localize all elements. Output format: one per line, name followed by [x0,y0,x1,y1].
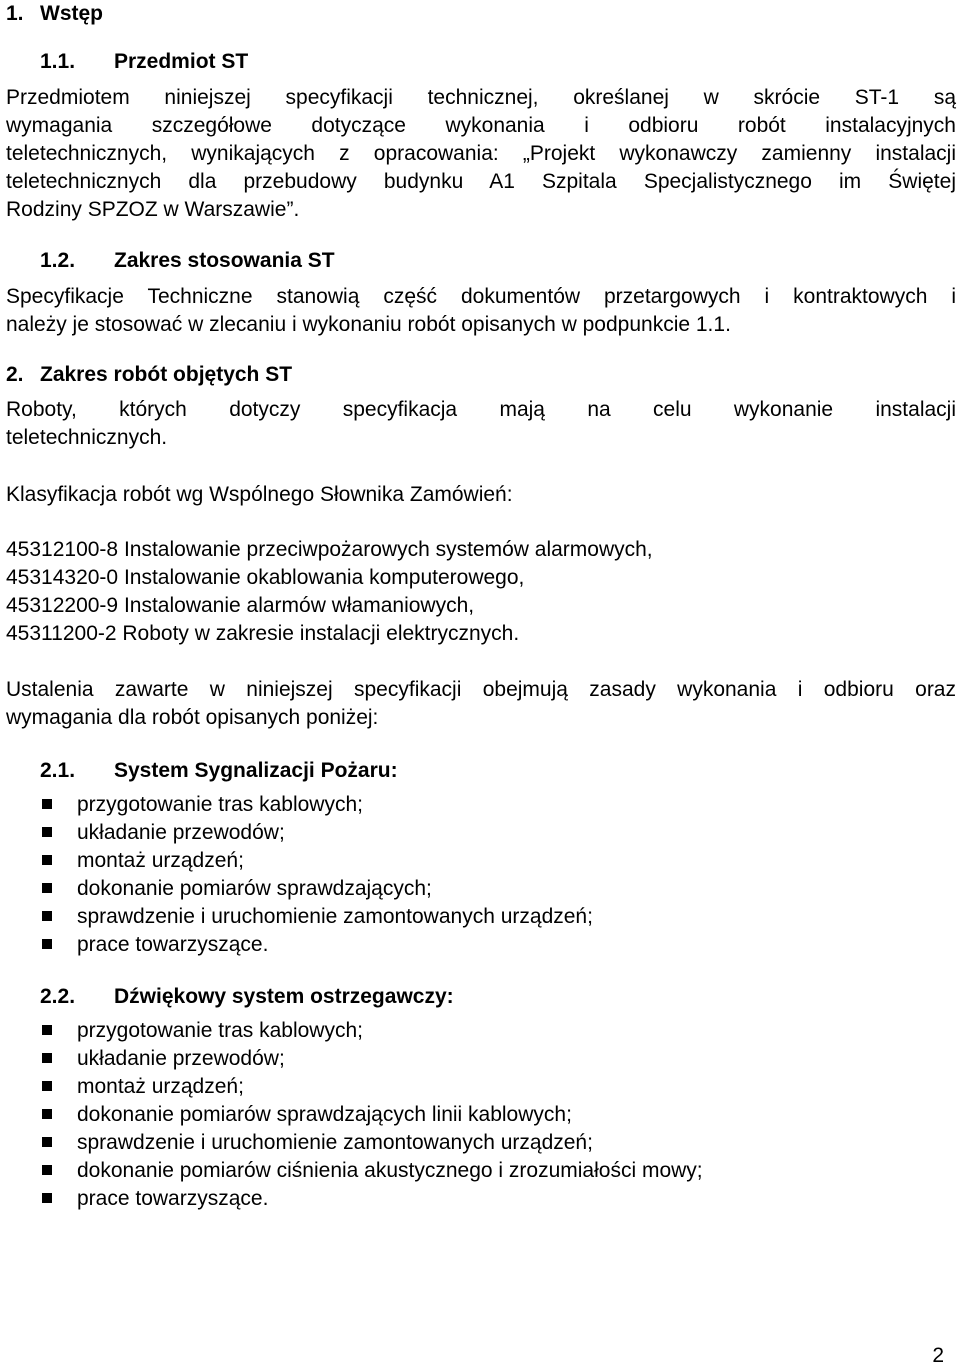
square-bullet-icon [42,883,52,893]
section-title: Wstęp [40,2,103,25]
section-heading-2-2 [40,983,454,1011]
section-number: 1.2. [40,249,76,272]
cpv-code-line: 45314320-0 Instalowanie okablowania komputerowego, [6,566,525,589]
list-item: sprawdzenie i uruchomienie zamontowanych urządzeń; [6,1129,703,1157]
paragraph-line: wymagania szczegółowe dotyczące wykonania i odbioru robót instalacyjnych [6,114,956,137]
list-item: sprawdzenie i uruchomienie zamontowanych urządzeń; [6,903,593,931]
section-title: Dźwiękowy system ostrzegawczy: [114,985,454,1008]
square-bullet-icon [42,1137,52,1147]
paragraph-line: teletechnicznych dla przebudowy budynku A1 Szpitala Specjalistycznego im Świętej [6,170,956,193]
square-bullet-icon [42,855,52,865]
list-item: układanie przewodów; [6,819,593,847]
square-bullet-icon [42,827,52,837]
section-heading-1 [6,0,103,28]
section-heading-1-1 [40,48,248,76]
square-bullet-icon [42,1193,52,1203]
square-bullet-icon [42,1081,52,1091]
list-item: przygotowanie tras kablowych; [6,1017,703,1045]
paragraph-line: Specyfikacje Techniczne stanowią część dokumentów przetargowych i kontraktowych i [6,285,956,308]
square-bullet-icon [42,1025,52,1035]
list-item: dokonanie pomiarów ciśnienia akustycznego i zrozumiałości mowy; [6,1157,703,1185]
list-item: prace towarzyszące. [6,931,593,959]
classification-codes [6,536,956,648]
settlement-paragraph [6,676,956,732]
list-item: montaż urządzeń; [6,847,593,875]
paragraph-line: należy je stosować w zlecaniu i wykonaniu robót opisanych w podpunkcie 1.1. [6,313,731,336]
list-item: układanie przewodów; [6,1045,703,1073]
section-number: 2. [6,363,24,386]
list-item: montaż urządzeń; [6,1073,703,1101]
square-bullet-icon [42,1109,52,1119]
section-number: 2.1. [40,759,76,782]
section-title: Zakres robót objętych ST [40,363,293,386]
section-heading-1-2 [40,247,335,275]
scope-paragraph [6,283,956,339]
section-title: Zakres stosowania ST [114,249,335,272]
list-item: dokonanie pomiarów sprawdzających; [6,875,593,903]
section-number: 2.2. [40,985,76,1008]
square-bullet-icon [42,799,52,809]
cpv-code-line: 45311200-2 Roboty w zakresie instalacji elektrycznych. [6,622,520,645]
paragraph-line: Rodziny SPZOZ w Warszawie”. [6,198,300,221]
square-bullet-icon [42,939,52,949]
square-bullet-icon [42,1053,52,1063]
classification-intro: Klasyfikacja robót wg Wspólnego Słownika Zamówień: [6,483,513,506]
paragraph-line: Przedmiotem niniejszej specyfikacji technicznej, określanej w skrócie ST-1 są [6,86,956,109]
works-paragraph [6,396,956,452]
section-title: Przedmiot ST [114,50,249,73]
intro-paragraph [6,84,956,224]
section-heading-2 [6,361,292,389]
paragraph-line: teletechnicznych, wynikających z opracowania: „Projekt wykonawczy zamienny instalacji [6,142,956,165]
paragraph-line: Roboty, których dotyczy specyfikacja mają na celu wykonanie instalacji [6,398,956,421]
fire-alarm-work-list [6,791,593,959]
voice-alarm-work-list [6,1017,703,1213]
paragraph-line: teletechnicznych. [6,426,168,449]
square-bullet-icon [42,1165,52,1175]
section-number: 1. [6,2,24,25]
list-item: przygotowanie tras kablowych; [6,791,593,819]
paragraph-line: Ustalenia zawarte w niniejszej specyfikacji obejmują zasady wykonania i odbioru oraz [6,678,956,701]
section-title: System Sygnalizacji Pożaru: [114,759,398,782]
list-item: prace towarzyszące. [6,1185,703,1213]
square-bullet-icon [42,911,52,921]
section-number: 1.1. [40,50,76,73]
cpv-code-line: 45312200-9 Instalowanie alarmów włamaniowych, [6,594,475,617]
paragraph-line: wymagania dla robót opisanych poniżej: [6,706,379,729]
page-number: 2 [932,1344,944,1367]
section-heading-2-1 [40,757,398,785]
list-item: dokonanie pomiarów sprawdzających linii kablowych; [6,1101,703,1129]
cpv-code-line: 45312100-8 Instalowanie przeciwpożarowych systemów alarmowych, [6,538,653,561]
